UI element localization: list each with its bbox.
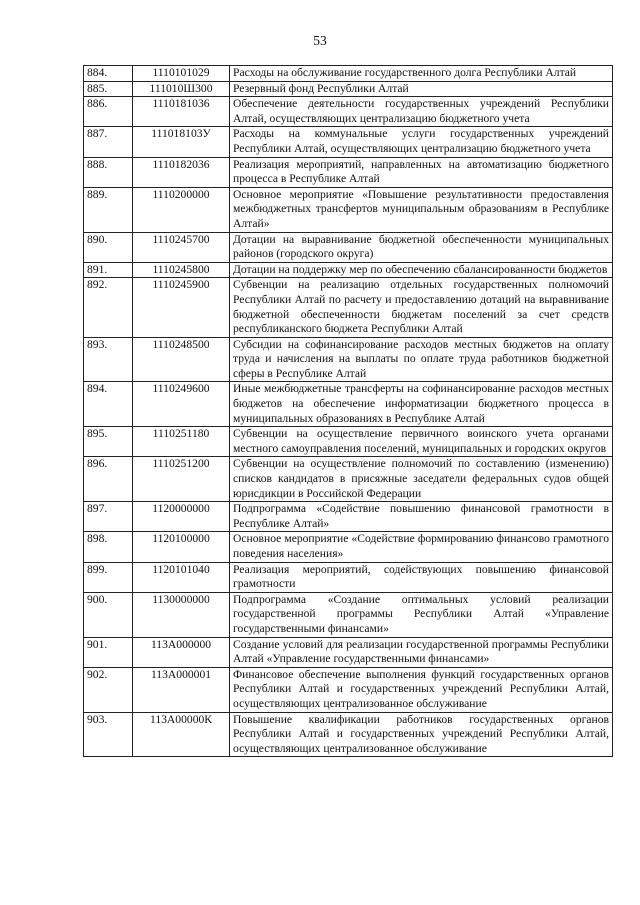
row-code: 1110245900 — [133, 278, 230, 337]
row-number: 886. — [84, 97, 133, 127]
row-code: 1110245800 — [133, 262, 230, 278]
row-description: Создание условий для реализации государственной программы Республики Алтай «Управление государственными финансами» — [230, 637, 613, 667]
row-description: Обеспечение деятельности государственных учреждений Республики Алтай, осуществляющих централизацию бюджетного учета — [230, 97, 613, 127]
row-code: 1110251200 — [133, 457, 230, 502]
row-description: Подпрограмма «Содействие повышению финансовой грамотности в Республике Алтай» — [230, 502, 613, 532]
row-code: 1110248500 — [133, 337, 230, 382]
table-row — [84, 667, 613, 712]
row-number: 885. — [84, 81, 133, 97]
table-row — [84, 712, 613, 757]
row-description: Субвенции на реализацию отдельных государственных полномочий Республики Алтай по расчету и предоставлению дотаций на выравнивание бюджетной обеспеченности бюджетам поселений за счет средств республиканского бюджета Республики Алтай — [230, 278, 613, 337]
row-description: Основное мероприятие «Содействие формированию финансово грамотного поведения населения» — [230, 532, 613, 562]
row-description: Подпрограмма «Создание оптимальных условий реализации государственной программы Республики Алтай «Управление государственными финансами» — [230, 592, 613, 637]
row-code: 113А000001 — [133, 667, 230, 712]
row-description: Расходы на коммунальные услуги государственных учреждений Республики Алтай, осуществляющих централизацию бюджетного учета — [230, 127, 613, 157]
row-description: Расходы на обслуживание государственного долга Республики Алтай — [230, 66, 613, 82]
table-row — [84, 127, 613, 157]
row-code: 113А000000 — [133, 637, 230, 667]
row-number: 887. — [84, 127, 133, 157]
row-description: Повышение квалификации работников государственных органов Республики Алтай и государственных учреждений Республики Алтай, осуществляющих централизованное обслуживание — [230, 712, 613, 757]
row-code: 111018103У — [133, 127, 230, 157]
row-code: 111010Ш300 — [133, 81, 230, 97]
table-row — [84, 187, 613, 232]
row-description: Реализация мероприятий, направленных на автоматизацию бюджетного процесса в Республике Алтай — [230, 157, 613, 187]
row-number: 888. — [84, 157, 133, 187]
row-number: 899. — [84, 562, 133, 592]
table-row — [84, 532, 613, 562]
row-description: Дотации на выравнивание бюджетной обеспеченности муниципальных районов (городского округа) — [230, 232, 613, 262]
table-row — [84, 81, 613, 97]
row-code: 1110249600 — [133, 382, 230, 427]
table-row — [84, 562, 613, 592]
table-row — [84, 232, 613, 262]
table-row — [84, 427, 613, 457]
row-description: Субвенции на осуществление полномочий по составлению (изменению) списков кандидатов в присяжные заседатели федеральных судов общей юрисдикции в Российской Федерации — [230, 457, 613, 502]
table-row — [84, 337, 613, 382]
table-row — [84, 66, 613, 82]
table-body — [84, 66, 613, 757]
row-description: Финансовое обеспечение выполнения функций государственных органов Республики Алтай и государственных учреждений Республики Алтай, осуществляющих централизованное обслуживание — [230, 667, 613, 712]
table-row — [84, 637, 613, 667]
row-description: Основное мероприятие «Повышение результативности предоставления межбюджетных трансфертов муниципальным образованиям в Республике Алтай» — [230, 187, 613, 232]
row-number: 896. — [84, 457, 133, 502]
row-description: Дотации на поддержку мер по обеспечению сбалансированности бюджетов — [230, 262, 613, 278]
row-number: 890. — [84, 232, 133, 262]
row-description: Субсидии на софинансирование расходов местных бюджетов на оплату труда и начисления на выплаты по оплате труда работников бюджетной сферы в Республике Алтай — [230, 337, 613, 382]
row-number: 903. — [84, 712, 133, 757]
row-code: 113А00000К — [133, 712, 230, 757]
table-row — [84, 502, 613, 532]
budget-codes-table — [83, 65, 613, 757]
row-code: 1130000000 — [133, 592, 230, 637]
row-description: Субвенции на осуществление первичного воинского учета органами местного самоуправления поселений, муниципальных и городских округов — [230, 427, 613, 457]
row-number: 893. — [84, 337, 133, 382]
table-row — [84, 278, 613, 337]
row-number: 901. — [84, 637, 133, 667]
table-row — [84, 457, 613, 502]
row-code: 1110182036 — [133, 157, 230, 187]
row-number: 898. — [84, 532, 133, 562]
row-code: 1120101040 — [133, 562, 230, 592]
row-code: 1110245700 — [133, 232, 230, 262]
row-number: 897. — [84, 502, 133, 532]
row-number: 889. — [84, 187, 133, 232]
row-number: 892. — [84, 278, 133, 337]
row-code: 1110101029 — [133, 66, 230, 82]
table-row — [84, 592, 613, 637]
row-code: 1110251180 — [133, 427, 230, 457]
row-number: 884. — [84, 66, 133, 82]
table-row — [84, 262, 613, 278]
row-code: 1120100000 — [133, 532, 230, 562]
row-code: 1110181036 — [133, 97, 230, 127]
row-number: 895. — [84, 427, 133, 457]
row-number: 902. — [84, 667, 133, 712]
row-number: 891. — [84, 262, 133, 278]
row-description: Резервный фонд Республики Алтай — [230, 81, 613, 97]
row-number: 900. — [84, 592, 133, 637]
page-number: 53 — [313, 33, 327, 48]
row-description: Иные межбюджетные трансферты на софинансирование расходов местных бюджетов на обеспечение информатизации бюджетного процесса в муниципальных образованиях в Республике Алтай — [230, 382, 613, 427]
table-row — [84, 382, 613, 427]
row-number: 894. — [84, 382, 133, 427]
row-code: 1120000000 — [133, 502, 230, 532]
row-description: Реализация мероприятий, содействующих повышению финансовой грамотности — [230, 562, 613, 592]
table-row — [84, 97, 613, 127]
row-code: 1110200000 — [133, 187, 230, 232]
table-row — [84, 157, 613, 187]
